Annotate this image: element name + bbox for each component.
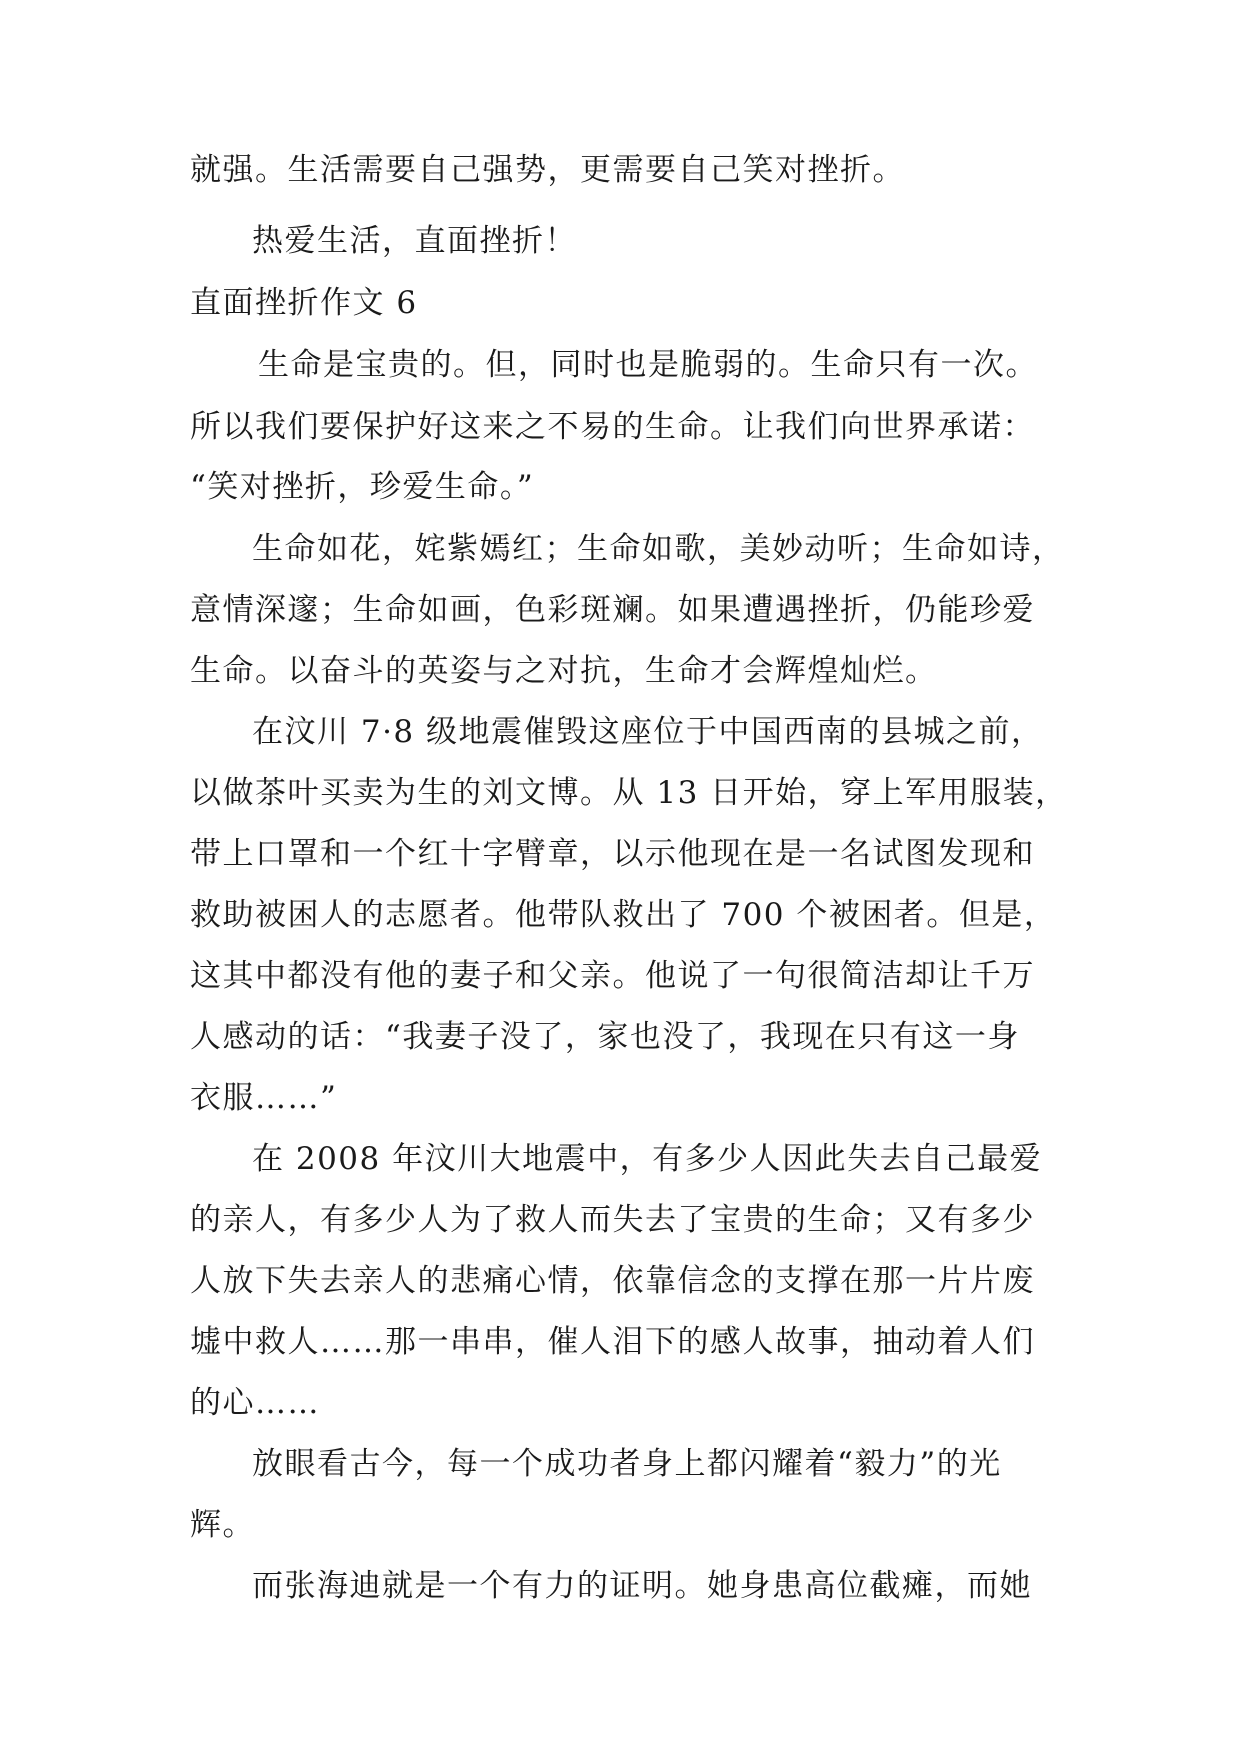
text-line: 衣服……”: [190, 1080, 338, 1116]
text-line: 在 2008 年汶川大地震中，有多少人因此失去自己最爱: [252, 1141, 1043, 1177]
text-line: 所以我们要保护好这来之不易的生命。让我们向世界承诺：: [190, 409, 1035, 445]
text-line: 辉。: [190, 1507, 255, 1543]
text-line: 而张海迪就是一个有力的证明。她身患高位截瘫，而她: [252, 1568, 1032, 1604]
text-line: 带上口罩和一个红十字臂章，以示他现在是一名试图发现和: [190, 836, 1035, 872]
text-line: 热爱生活，直面挫折！: [252, 223, 577, 259]
text-line: 救助被困人的志愿者。他带队救出了 700 个被困者。但是，: [190, 897, 1057, 933]
text-line: 生命。以奋斗的英姿与之对抗，生命才会辉煌灿烂。: [190, 653, 938, 689]
text-line: 在汶川 7·8 级地震催毁这座位于中国西南的县城之前，: [252, 714, 1044, 750]
text-line: “笑对挫折，珍爱生命。”: [190, 469, 535, 505]
text-line: 人感动的话：“我妻子没了，家也没了，我现在只有这一身: [190, 1019, 1020, 1055]
text-line: 放眼看古今，每一个成功者身上都闪耀着“毅力”的光: [252, 1446, 1002, 1482]
section-heading: 直面挫折作文 6: [190, 285, 418, 321]
text-line: 生命如花，姹紫嫣红；生命如歌，美妙动听；生命如诗，: [252, 531, 1065, 567]
text-line: 以做茶叶买卖为生的刘文博。从 13 日开始，穿上军用服装，: [190, 775, 1068, 811]
text-line: 意情深邃；生命如画，色彩斑斓。如果遭遇挫折，仍能珍爱: [190, 592, 1035, 628]
text-line: 的心……: [190, 1385, 320, 1421]
text-line: 就强。生活需要自己强势，更需要自己笑对挫折。: [190, 152, 905, 188]
text-line: 墟中救人……那一串串，催人泪下的感人故事，抽动着人们: [190, 1324, 1035, 1360]
text-line: 人放下失去亲人的悲痛心情，依靠信念的支撑在那一片片废: [190, 1263, 1035, 1299]
text-line: 的亲人，有多少人为了救人而失去了宝贵的生命；又有多少: [190, 1202, 1035, 1238]
text-line: 生命是宝贵的。但，同时也是脆弱的。生命只有一次。: [258, 347, 1038, 383]
text-line: 这其中都没有他的妻子和父亲。他说了一句很简洁却让千万: [190, 958, 1035, 994]
